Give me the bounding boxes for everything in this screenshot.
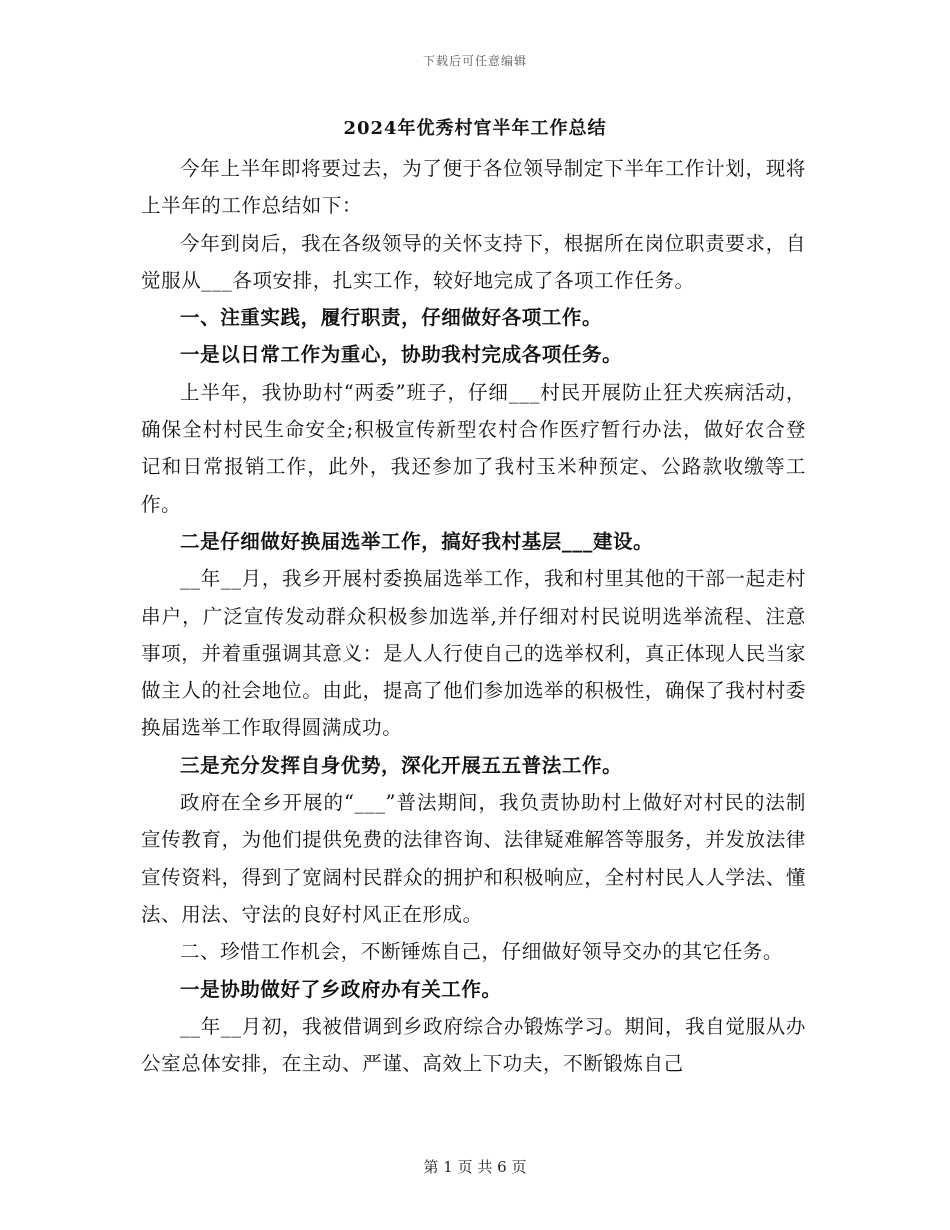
section-heading: 一、注重实践，履行职责，仔细做好各项工作。 (180, 306, 603, 330)
section-heading: 二、珍惜工作机会，不断锤炼自己，仔细做好领导交办的其它任务。 (180, 940, 784, 964)
paragraph: 今年到岗后，我在各级领导的关怀支持下，根据所在岗位职责要求，自觉服从___各项安排，扎实工作，较好地完成了各项工作任务。 (141, 231, 806, 292)
document-title: 2024年优秀村官半年工作总结 (343, 118, 607, 139)
paragraph: 上半年，我协助村“两委”班子，仔细___村民开展防止狂犬疾病活动，确保全村村民生命安全;积极宣传新型农村合作医疗暂行办法，做好农合登记和日常报销工作，此外，我还参加了我村玉米种预定、公路款收缴等工作。 (141, 380, 806, 516)
paragraph: 政府在全乡开展的“___”普法期间，我负责协助村上做好对村民的法制宣传教育，为他们提供免费的法律咨询、法律疑难解答等服务，并发放法律宣传资料，得到了宽阔村民群众的拥护和积极响应，全村村民人人学法、懂法、用法、守法的良好村风正在形成。 (141, 791, 806, 926)
paragraph: 今年上半年即将要过去，为了便于各位领导制定下半年工作计划，现将上半年的工作总结如下： (141, 157, 806, 218)
subsection-heading: 三是充分发挥自身优势，深化开展五五普法工作。 (180, 753, 623, 777)
page-number: 第 1 页 共 6 页 (423, 1158, 527, 1176)
page-header-note: 下载后可任意编辑 (422, 54, 527, 68)
subsection-heading: 一是以日常工作为重心，协助我村完成各项任务。 (180, 343, 623, 367)
document-body (141, 150, 806, 1082)
subsection-heading: 一是协助做好了乡政府办有关工作。 (180, 977, 502, 1001)
subsection-heading: 二是仔细做好换届选举工作，搞好我村基层___建设。 (180, 529, 654, 553)
paragraph: __年__月，我乡开展村委换届选举工作，我和村里其他的干部一起走村串户，广泛宣传发动群众积极参加选举,并仔细对村民说明选举流程、注意事项，并着重强调其意义：是人人行使自己的选举权利，真正体现人民当家做主人的社会地位。由此，提高了他们参加选举的积极性，确保了我村村委换届选举工作取得圆满成功。 (141, 567, 806, 740)
paragraph: __年__月初，我被借调到乡政府综合办锻炼学习。期间，我自觉服从办公室总体安排，在主动、严谨、高效上下功夫，不断锻炼自己 (141, 1014, 806, 1076)
